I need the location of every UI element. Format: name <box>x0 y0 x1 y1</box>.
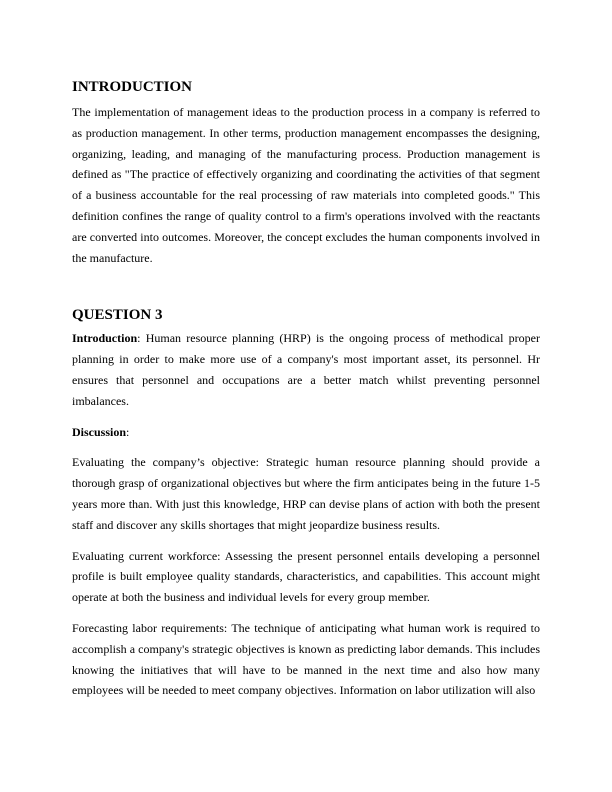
discussion-paragraph-workforce: Evaluating current workforce: Assessing the present personnel entails developing a personnel profile is built employee quality standards, characteristics, and capabilities. This account might operate at both the business and individual levels for every group member. <box>72 548 540 605</box>
discussion-heading-line <box>72 422 540 443</box>
document-page <box>72 78 540 701</box>
question-3-heading: QUESTION 3 <box>72 307 163 324</box>
discussion-paragraph-forecasting: Forecasting labor requirements: The technique of anticipating what human work is required to accomplish a company's strategic objectives is known as predicting labor demands. This includes knowing the initiatives that will have to be manned in the next time and also how many employees will be needed to meet company objectives. Information on labor utilization will also <box>72 620 540 698</box>
discussion-paragraph-objective: Evaluating the company’s objective: Strategic human resource planning should provide a thorough grasp of organizational objectives but where the firm anticipates being in the future 1-5 years more than. With just this knowledge, HRP can devise plans of action with both the present staff and discover any skills shortages that might jeopardize business results. <box>72 455 540 532</box>
discussion-suffix: : <box>126 424 130 439</box>
introduction-heading: INTRODUCTION <box>72 79 193 95</box>
introduction-label: Introduction <box>72 331 138 346</box>
question-3-introduction-paragraph <box>72 328 540 411</box>
discussion-label: Discussion <box>72 424 127 439</box>
introduction-paragraph: The implementation of management ideas to the production process in a company is referred to as production management. In other terms, production management encompasses the designing, organizing, leading, and managing of the manufacturing process. Production management is defined as "The practice of effectively organizing and coordinating the activities of that segment of a business accountable for the real processing of raw materials into completed goods." This definition confines the range of quality control to a firm's operations involved with the reactants are converted into outcomes. Moreover, the concept excludes the human components involved in the manufacture. <box>72 105 540 265</box>
section-spacer <box>72 268 540 306</box>
introduction-text: : Human resource planning (HRP) is the ongoing process of methodical proper planning in order to make more use of a company's most important asset, its personnel. Hr ensures that personnel and occupations are a better match whilst preventing personnel imbalances. <box>72 331 540 408</box>
